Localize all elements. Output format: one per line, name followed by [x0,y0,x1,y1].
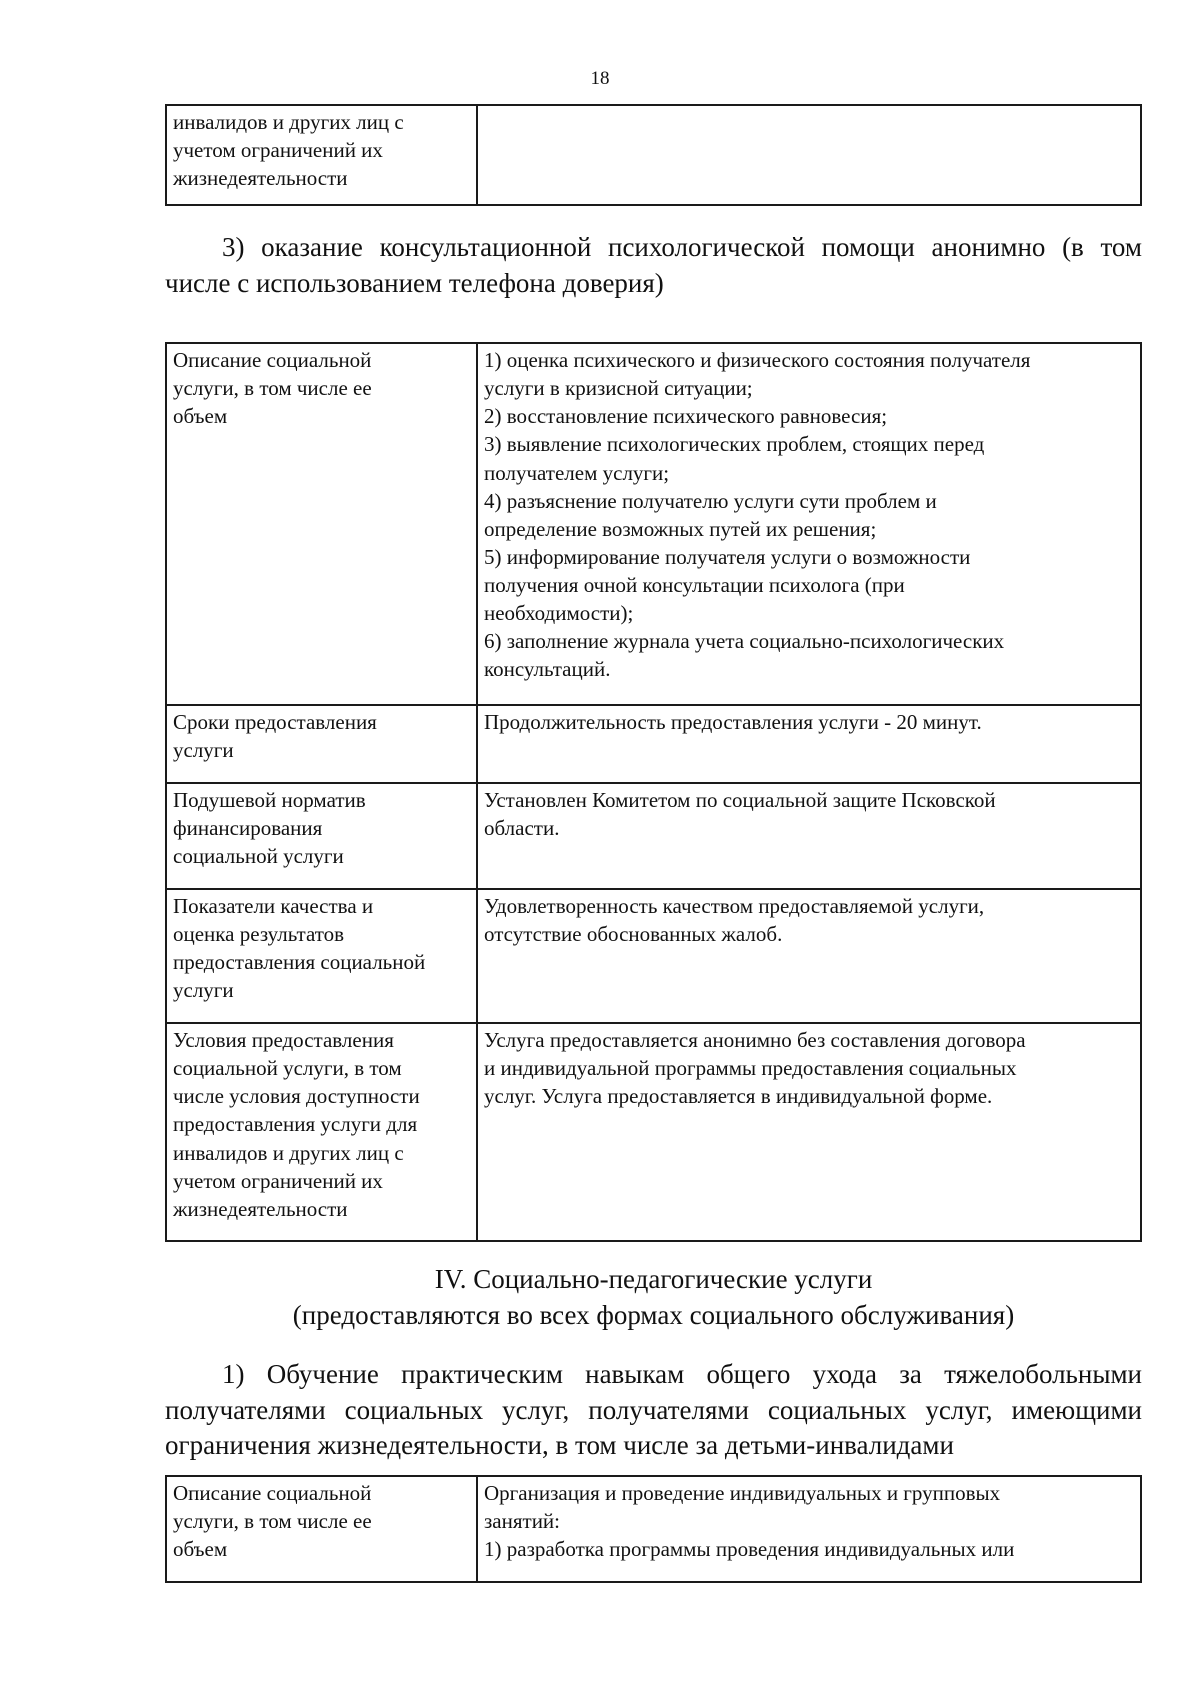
cell-line: жизнедеятельности [173,1196,348,1221]
cell-line: Организация и проведение индивидуальных и групповых [484,1481,1001,1505]
heading-line: числе с использованием телефона доверия) [165,267,664,298]
cell-line: отсутствие обоснованных жалоб. [484,922,783,947]
cell-line: Услуга предоставляется анонимно без составления договора [484,1028,1026,1052]
cell-line: Условия предоставления [173,1028,394,1052]
cell-line: инвалидов и других лиц с [173,110,404,134]
cell-line: получателем услуги; [484,460,670,485]
cell-description-label [166,343,477,705]
cell-description-label [166,1476,477,1582]
cell-line: и индивидуальной программы предоставления социальных [484,1056,1017,1081]
table-row [166,1476,1141,1582]
cell-line: Установлен Комитетом по социальной защите Псковской [484,788,996,812]
table-row [166,1023,1141,1241]
table-row [166,105,1141,205]
cell-line: социальной услуги, в том [173,1056,402,1081]
cell-terms-value [477,705,1141,783]
cell-line: услуги [173,978,234,1003]
cell-conditions-label [166,1023,477,1241]
cell-line: Удовлетворенность качеством предоставляемой услуги, [484,894,985,918]
cell-line: услуги, в том числе ее [173,376,372,401]
cell-conditions-label [166,105,477,205]
cell-quality-label [166,889,477,1023]
cell-line: предоставления социальной [173,950,426,975]
table-service-4-1 [165,1475,1142,1583]
cell-empty [477,105,1141,205]
table-row [166,783,1141,889]
cell-line: занятий: [484,1509,561,1534]
heading-line: 1) Обучение практическим навыкам общего ухода за тяжелобольными [222,1359,1142,1389]
cell-line: услуг. Услуга предоставляется в индивидуальной форме. [484,1084,993,1109]
section-subtitle-line: (предоставляются во всех формах социального обслуживания) [292,1299,1015,1330]
cell-line: услуги [173,738,234,763]
cell-line: консультаций. [484,657,611,682]
heading-line: 3) оказание консультационной психологической помощи анонимно (в том [222,232,1142,262]
cell-line: Продолжительность предоставления услуги - 20 минут. [484,710,982,734]
cell-line: 2) восстановление психического равновесия; [484,404,888,429]
cell-line: 4) разъяснение получателю услуги сути проблем и [484,488,937,513]
cell-line: 3) выявление психологических проблем, стоящих перед [484,432,985,457]
cell-line: 1) оценка психического и физического состояния получателя [484,348,1031,372]
cell-line: Сроки предоставления [173,710,377,734]
table-row [166,705,1141,783]
cell-line: Описание социальной [173,348,372,372]
cell-line: учетом ограничений их [173,138,383,163]
section-title-line: IV. Социально-педагогические услуги [434,1264,873,1294]
cell-conditions-value [477,1023,1141,1241]
cell-quality-value [477,889,1141,1023]
cell-line: объем [173,1537,228,1562]
cell-line: 1) разработка программы проведения индивидуальных или [484,1537,1015,1562]
cell-financing-value [477,783,1141,889]
cell-description-value [477,1476,1141,1582]
cell-line: объем [173,404,228,429]
page-number: 18 [590,68,610,89]
cell-line: финансирования [173,816,323,841]
table-row [166,889,1141,1023]
cell-line: числе условия доступности [173,1084,420,1109]
cell-line: оценка результатов [173,922,345,947]
cell-terms-label [166,705,477,783]
cell-line: Показатели качества и [173,894,374,918]
cell-financing-label [166,783,477,889]
cell-line: 5) информирование получателя услуги о возможности [484,544,971,569]
cell-line: определение возможных путей их решения; [484,516,877,541]
heading-line: получателями социальных услуг, получателями социальных услуг, имеющими [165,1394,1142,1425]
cell-line: учетом ограничений их [173,1168,383,1193]
cell-description-value [477,343,1141,705]
service-4-1-heading [165,1357,1142,1464]
cell-line: 6) заполнение журнала учета социально-психологических [484,629,1005,654]
heading-line: ограничения жизнедеятельности, в том числе за детьми-инвалидами [165,1430,954,1461]
table-continuation [165,104,1142,206]
cell-line: области. [484,816,560,841]
service-3-heading [165,230,1142,301]
table-row [166,343,1141,705]
cell-line: Подушевой норматив [173,788,366,812]
cell-line: жизнедеятельности [173,166,348,191]
table-service-3 [165,342,1142,1242]
cell-line: социальной услуги [173,844,344,869]
cell-line: Описание социальной [173,1481,372,1505]
cell-line: необходимости); [484,601,634,626]
cell-line: инвалидов и других лиц с [173,1140,404,1165]
cell-line: услуги в кризисной ситуации; [484,376,753,401]
cell-line: предоставления услуги для [173,1112,418,1137]
cell-line: получения очной консультации психолога (при [484,573,905,597]
section-4-title [165,1262,1142,1333]
cell-line: услуги, в том числе ее [173,1509,372,1534]
